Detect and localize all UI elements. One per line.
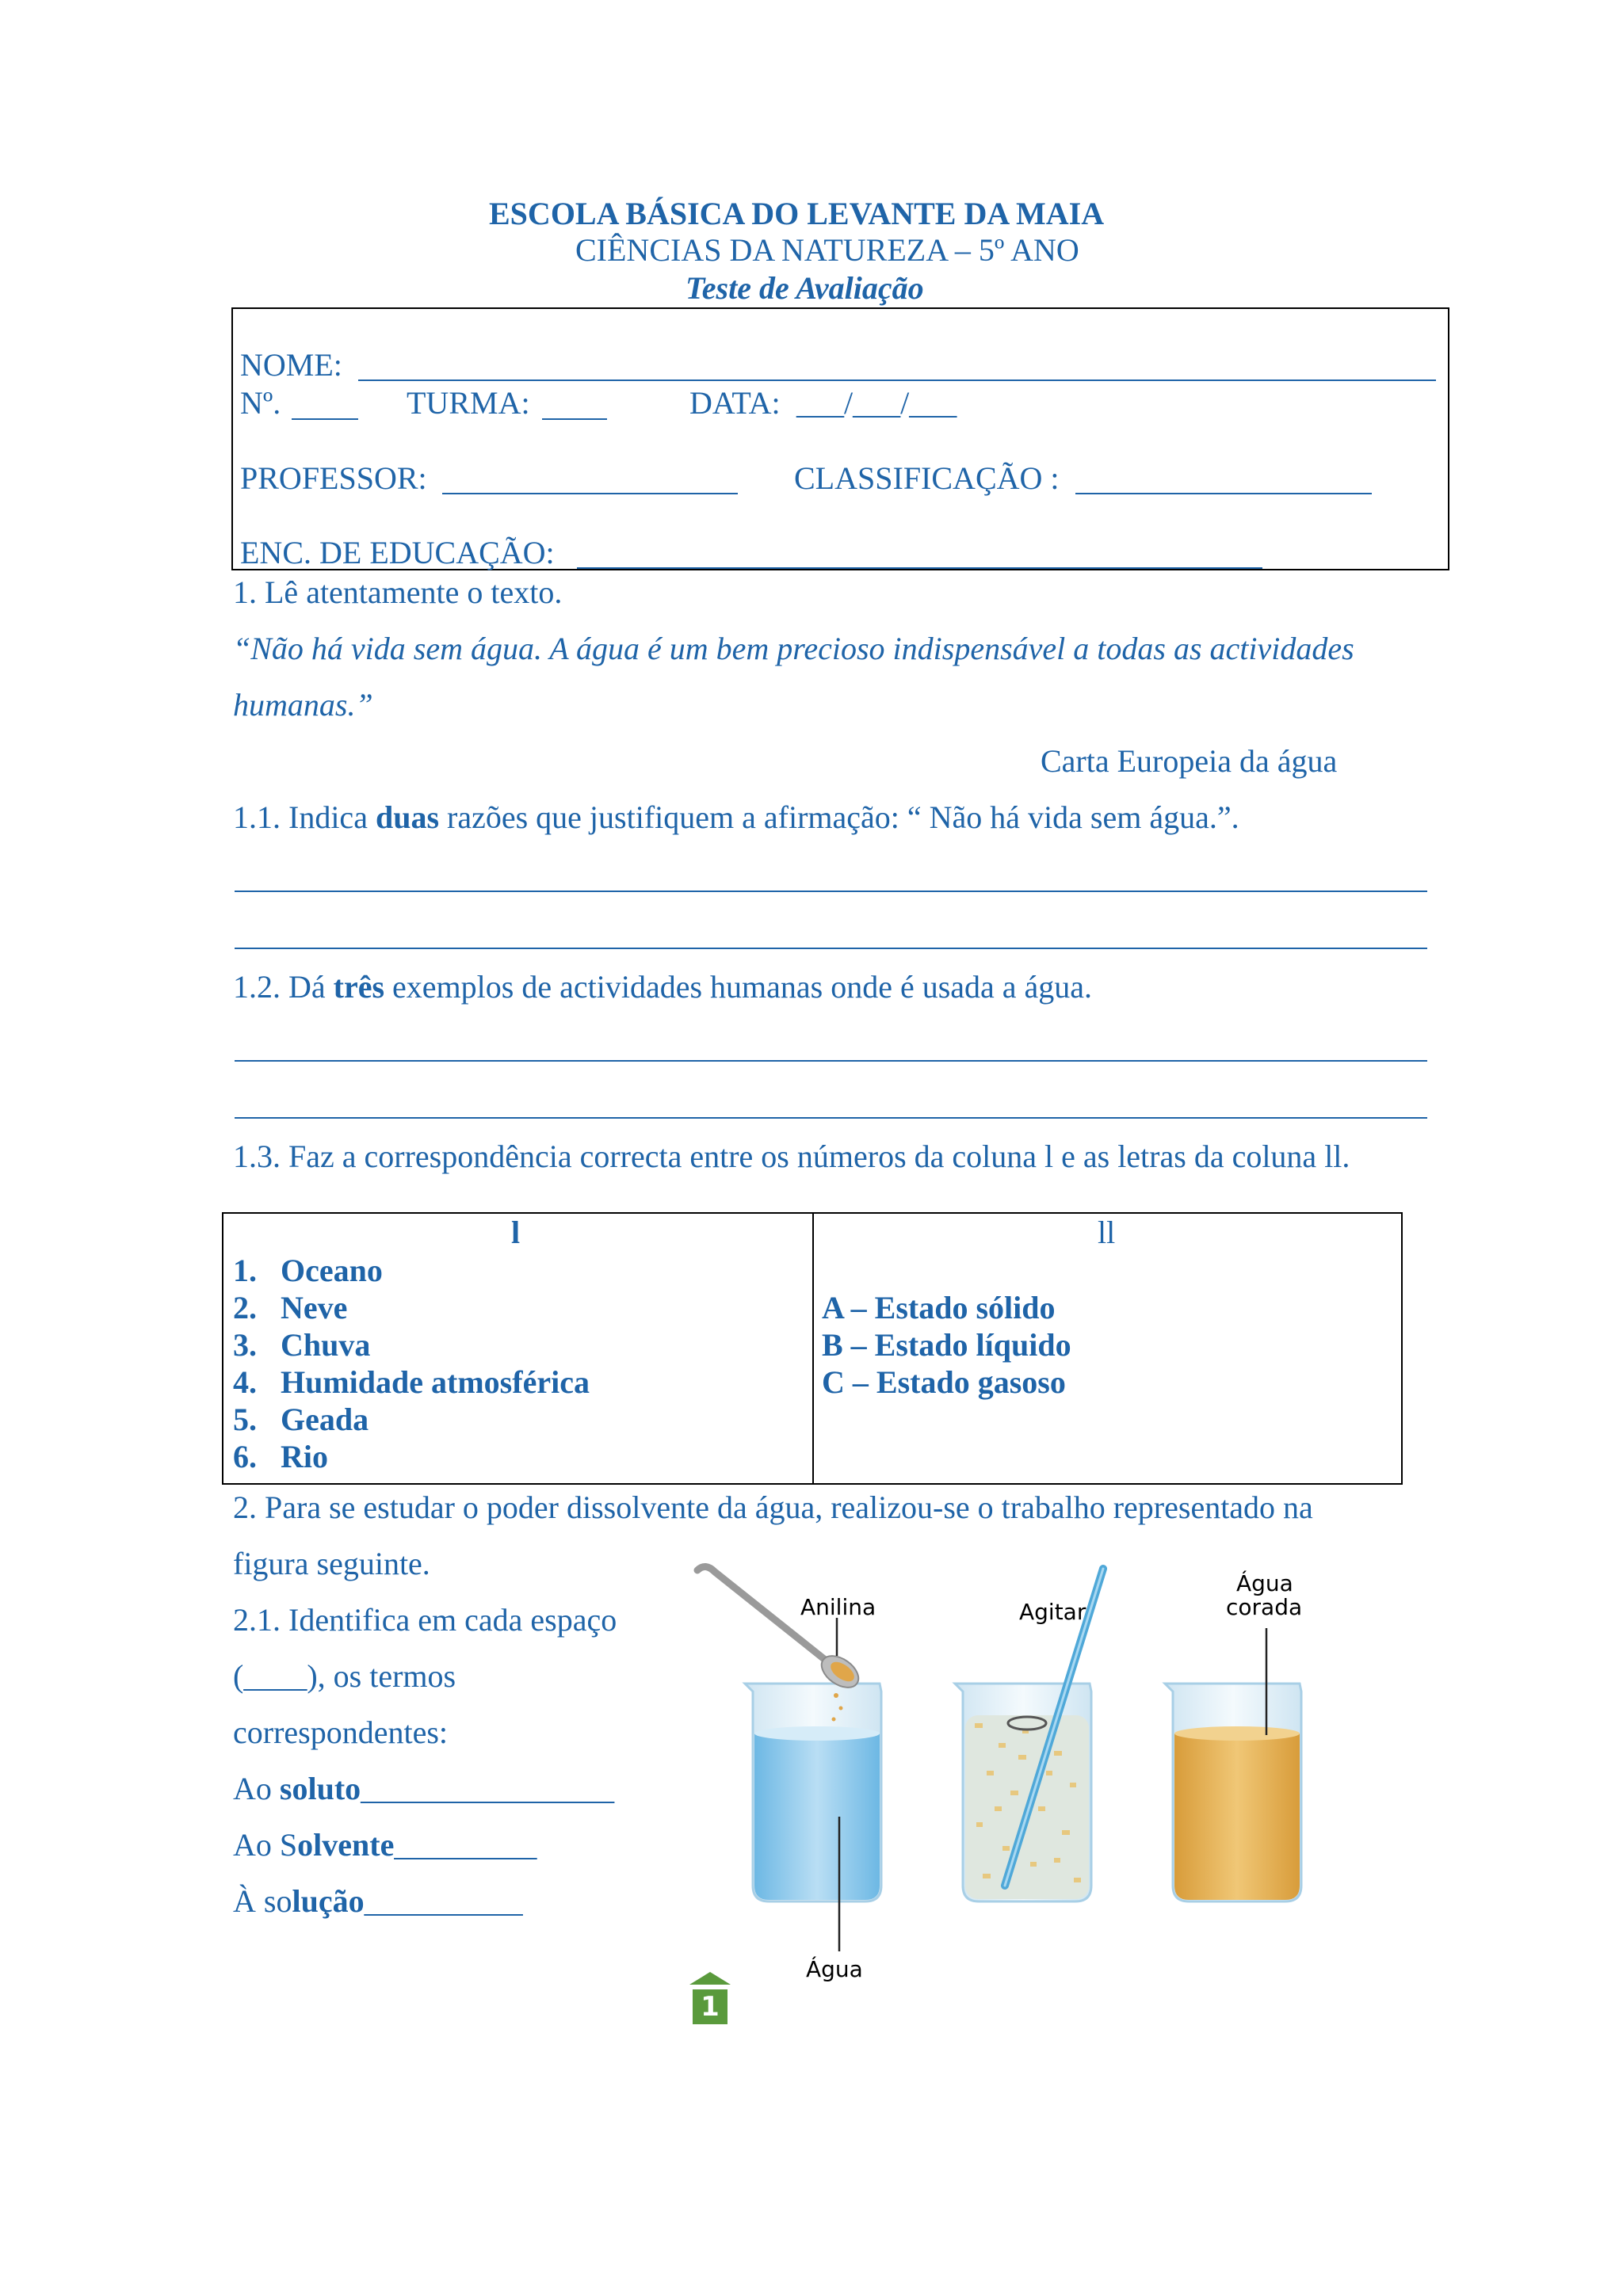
answer-line[interactable] bbox=[235, 891, 1427, 892]
enc-educacao-label: ENC. DE EDUCAÇÃO: bbox=[240, 535, 555, 570]
q2-line-1: 2. Para se estudar o poder dissolvente da água, realizou-se o trabalho representado na bbox=[233, 1489, 1313, 1525]
q1-2-text: 1.2. Dá três exemplos de actividades humanas onde é usada a água. bbox=[233, 969, 1093, 1005]
figure-number-badge: 1 bbox=[689, 1972, 731, 2034]
quote-line-1: “Não há vida sem água. A água é um bem precioso indispensável a todas as actividades bbox=[233, 631, 1354, 666]
label-agua: Água bbox=[806, 1956, 863, 1982]
column-1-number: 6. bbox=[233, 1439, 257, 1474]
answer-line[interactable] bbox=[235, 948, 1427, 949]
label-anilina: Anilina bbox=[800, 1594, 876, 1620]
column-1-number: 1. bbox=[233, 1253, 257, 1288]
column-1-item: Chuva bbox=[281, 1327, 371, 1363]
quote-line-2: humanas.” bbox=[233, 687, 373, 723]
column-1-item: Geada bbox=[281, 1402, 369, 1437]
turma-label: TURMA: bbox=[407, 385, 530, 421]
numero-field[interactable] bbox=[292, 418, 358, 420]
data-label: DATA: bbox=[689, 385, 781, 421]
classificacao-field[interactable] bbox=[1075, 493, 1372, 494]
column-1-number: 4. bbox=[233, 1364, 257, 1400]
column-2-item: A – Estado sólido bbox=[822, 1290, 1056, 1325]
column-1-number: 3. bbox=[233, 1327, 257, 1363]
column-1-header: l bbox=[511, 1215, 521, 1250]
q2-1-line-1: 2.1. Identifica em cada espaço bbox=[233, 1602, 617, 1638]
subject-title: CIÊNCIAS DA NATUREZA – 5º ANO bbox=[575, 232, 1079, 268]
nome-label: NOME: bbox=[240, 347, 342, 383]
q2-1-line-2: (____), os termos bbox=[233, 1658, 456, 1694]
label-agua-corada-1: Água bbox=[1236, 1570, 1293, 1596]
label-agitar: Agitar bbox=[1019, 1599, 1086, 1625]
q2-line-2: figura seguinte. bbox=[233, 1546, 430, 1581]
label-agua-corada-2: corada bbox=[1226, 1594, 1303, 1620]
enc-educacao-field[interactable] bbox=[577, 567, 1262, 569]
q1-3-text: 1.3. Faz a correspondência correcta entre os números da coluna l e as letras da coluna ll. bbox=[233, 1138, 1350, 1174]
numero-label: Nº. bbox=[240, 385, 281, 421]
beaker-water bbox=[745, 1684, 881, 1901]
q1-instruction: 1. Lê atentamente o texto. bbox=[233, 574, 563, 610]
classificacao-label: CLASSIFICAÇÃO : bbox=[794, 460, 1060, 496]
beaker-dyed-water bbox=[1165, 1684, 1301, 1901]
identification-box bbox=[231, 307, 1449, 570]
q2-1-line-3: correspondentes: bbox=[233, 1714, 449, 1750]
professor-label: PROFESSOR: bbox=[240, 460, 427, 496]
column-2-item: C – Estado gasoso bbox=[822, 1364, 1066, 1400]
soluto-answer[interactable]: Ao soluto________________ bbox=[233, 1771, 615, 1806]
dissolution-figure bbox=[682, 1553, 1395, 2123]
column-1-item: Rio bbox=[281, 1439, 328, 1474]
column-1-number: 5. bbox=[233, 1402, 257, 1437]
test-type: Teste de Avaliação bbox=[685, 270, 924, 306]
professor-field[interactable] bbox=[442, 493, 738, 494]
data-field[interactable]: ___/___/___ bbox=[796, 385, 957, 421]
q1-1-text: 1.1. Indica duas razões que justifiquem a afirmação: “ Não há vida sem água.”. bbox=[233, 799, 1239, 835]
column-2-item: B – Estado líquido bbox=[822, 1327, 1071, 1363]
answer-line[interactable] bbox=[235, 1060, 1427, 1062]
column-1-number: 2. bbox=[233, 1290, 257, 1325]
column-2-header: ll bbox=[1098, 1215, 1116, 1250]
solucao-answer[interactable]: À solução__________ bbox=[233, 1883, 523, 1919]
nome-field[interactable] bbox=[358, 379, 1436, 381]
school-name: ESCOLA BÁSICA DO LEVANTE DA MAIA bbox=[489, 196, 1105, 231]
answer-line[interactable] bbox=[235, 1117, 1427, 1119]
turma-field[interactable] bbox=[542, 418, 607, 420]
column-1-item: Oceano bbox=[281, 1253, 383, 1288]
matching-table bbox=[222, 1212, 1403, 1485]
solvente-answer[interactable]: Ao Solvente_________ bbox=[233, 1827, 537, 1863]
quote-source: Carta Europeia da água bbox=[1041, 743, 1338, 779]
column-1-item: Neve bbox=[281, 1290, 348, 1325]
column-1-item: Humidade atmosférica bbox=[281, 1364, 590, 1400]
